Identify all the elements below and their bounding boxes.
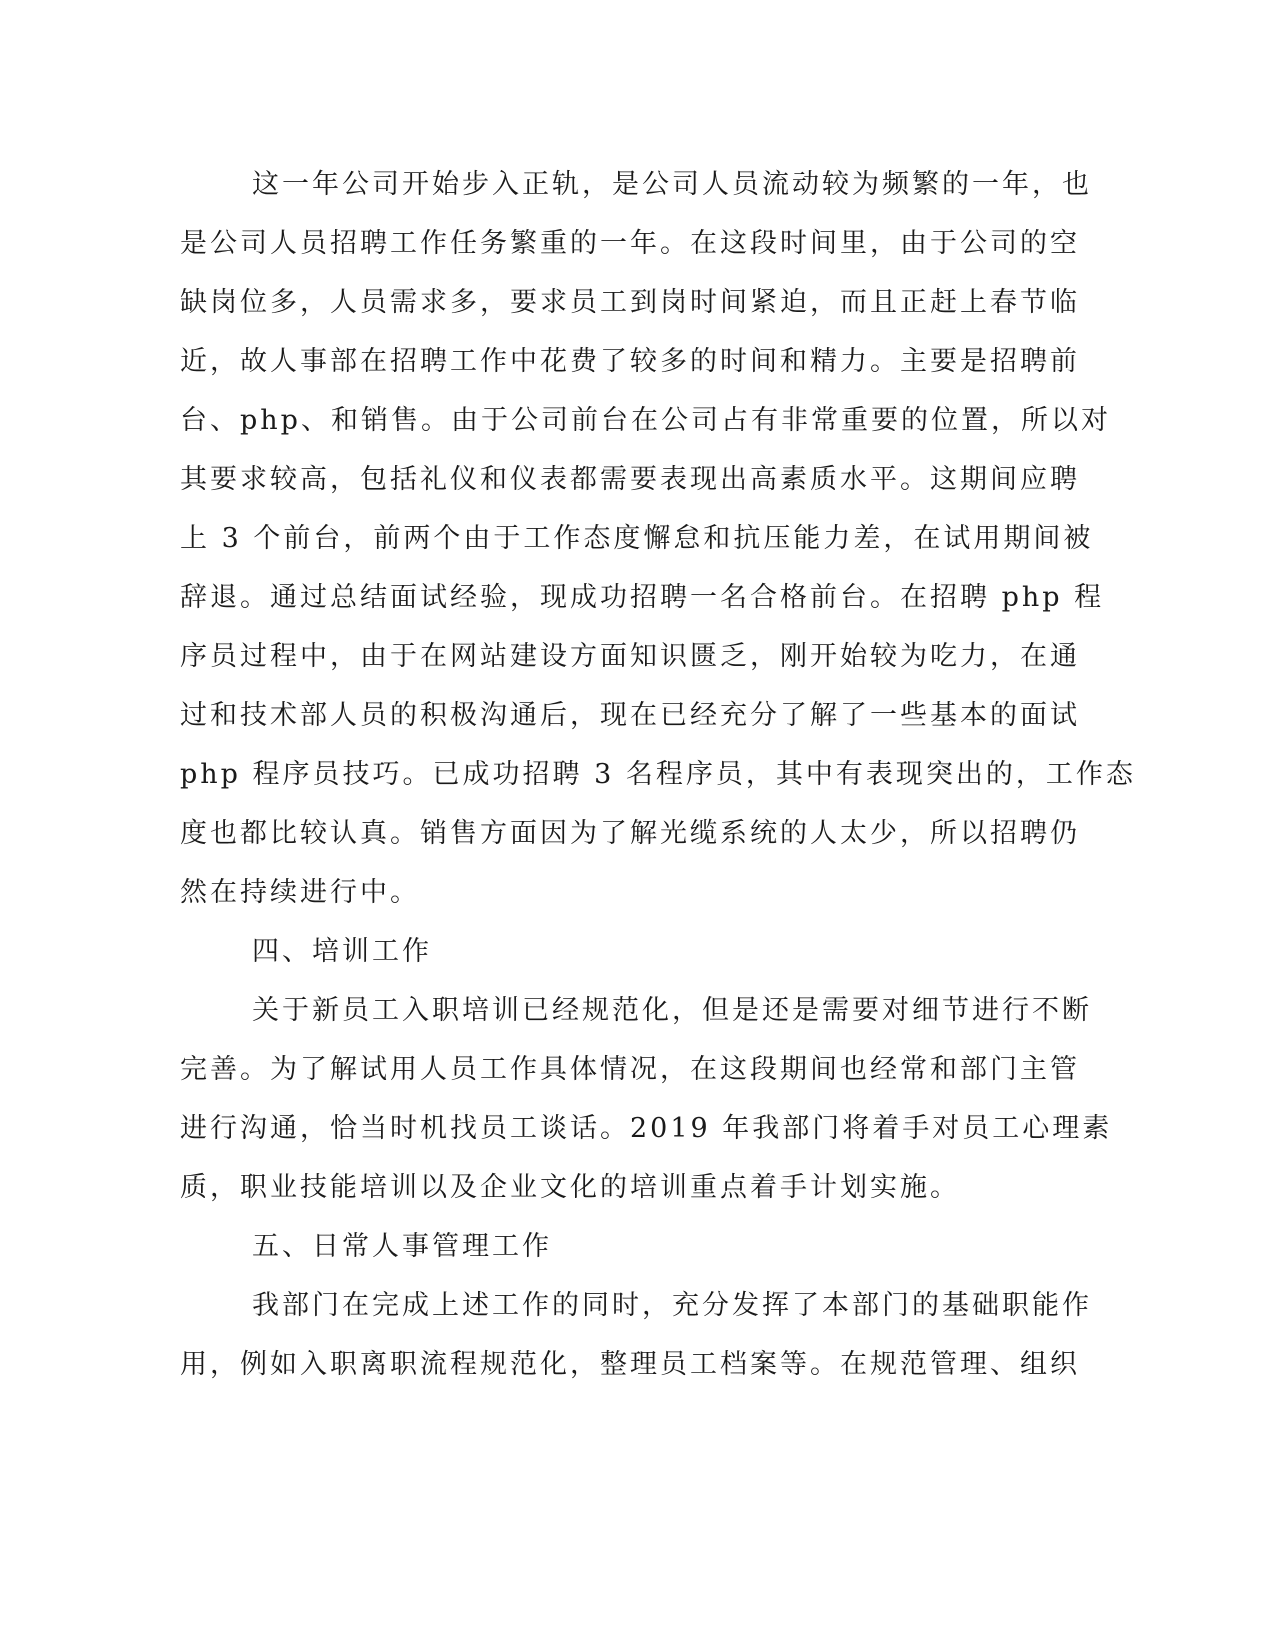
text-line: 质，职业技能培训以及企业文化的培训重点着手计划实施。 xyxy=(180,1172,960,1203)
text-line: 我部门在完成上述工作的同时，充分发挥了本部门的基础职能作 xyxy=(252,1290,1092,1321)
text-line: 过和技术部人员的积极沟通后，现在已经充分了解了一些基本的面试 xyxy=(180,700,1080,731)
text-line: 用，例如入职离职流程规范化，整理员工档案等。在规范管理、组织 xyxy=(180,1349,1080,1380)
paragraph-daily-hr xyxy=(180,1276,1092,1394)
text-line: 序员过程中，由于在网站建设方面知识匮乏，刚开始较为吃力，在通 xyxy=(180,641,1080,672)
paragraph-recruitment xyxy=(180,155,1136,922)
text-line: 上 3 个前台，前两个由于工作态度懈怠和抗压能力差，在试用期间被 xyxy=(180,523,1094,554)
section-heading-daily-hr: 五、日常人事管理工作 xyxy=(252,1231,552,1262)
text-line: 完善。为了解试用人员工作具体情况，在这段期间也经常和部门主管 xyxy=(180,1054,1080,1085)
paragraph-training xyxy=(180,981,1113,1217)
text-line: 缺岗位多，人员需求多，要求员工到岗时间紧迫，而且正赶上春节临 xyxy=(180,287,1080,318)
text-line: 是公司人员招聘工作任务繁重的一年。在这段时间里，由于公司的空 xyxy=(180,228,1080,259)
document-body xyxy=(180,155,1136,1394)
section-heading-training: 四、培训工作 xyxy=(252,936,432,967)
text-line: 然在持续进行中。 xyxy=(180,877,420,908)
text-line: 关于新员工入职培训已经规范化，但是还是需要对细节进行不断 xyxy=(252,995,1092,1026)
text-line: 台、php、和销售。由于公司前台在公司占有非常重要的位置，所以对 xyxy=(180,405,1111,436)
text-line: 辞退。通过总结面试经验，现成功招聘一名合格前台。在招聘 php 程 xyxy=(180,582,1105,613)
text-line: 进行沟通，恰当时机找员工谈话。2019 年我部门将着手对员工心理素 xyxy=(180,1113,1113,1144)
text-line: 其要求较高，包括礼仪和仪表都需要表现出高素质水平。这期间应聘 xyxy=(180,464,1080,495)
text-line: php 程序员技巧。已成功招聘 3 名程序员，其中有表现突出的，工作态 xyxy=(180,759,1136,790)
text-line: 近，故人事部在招聘工作中花费了较多的时间和精力。主要是招聘前 xyxy=(180,346,1080,377)
text-line: 这一年公司开始步入正轨，是公司人员流动较为频繁的一年，也 xyxy=(252,169,1092,200)
text-line: 度也都比较认真。销售方面因为了解光缆系统的人太少，所以招聘仍 xyxy=(180,818,1080,849)
